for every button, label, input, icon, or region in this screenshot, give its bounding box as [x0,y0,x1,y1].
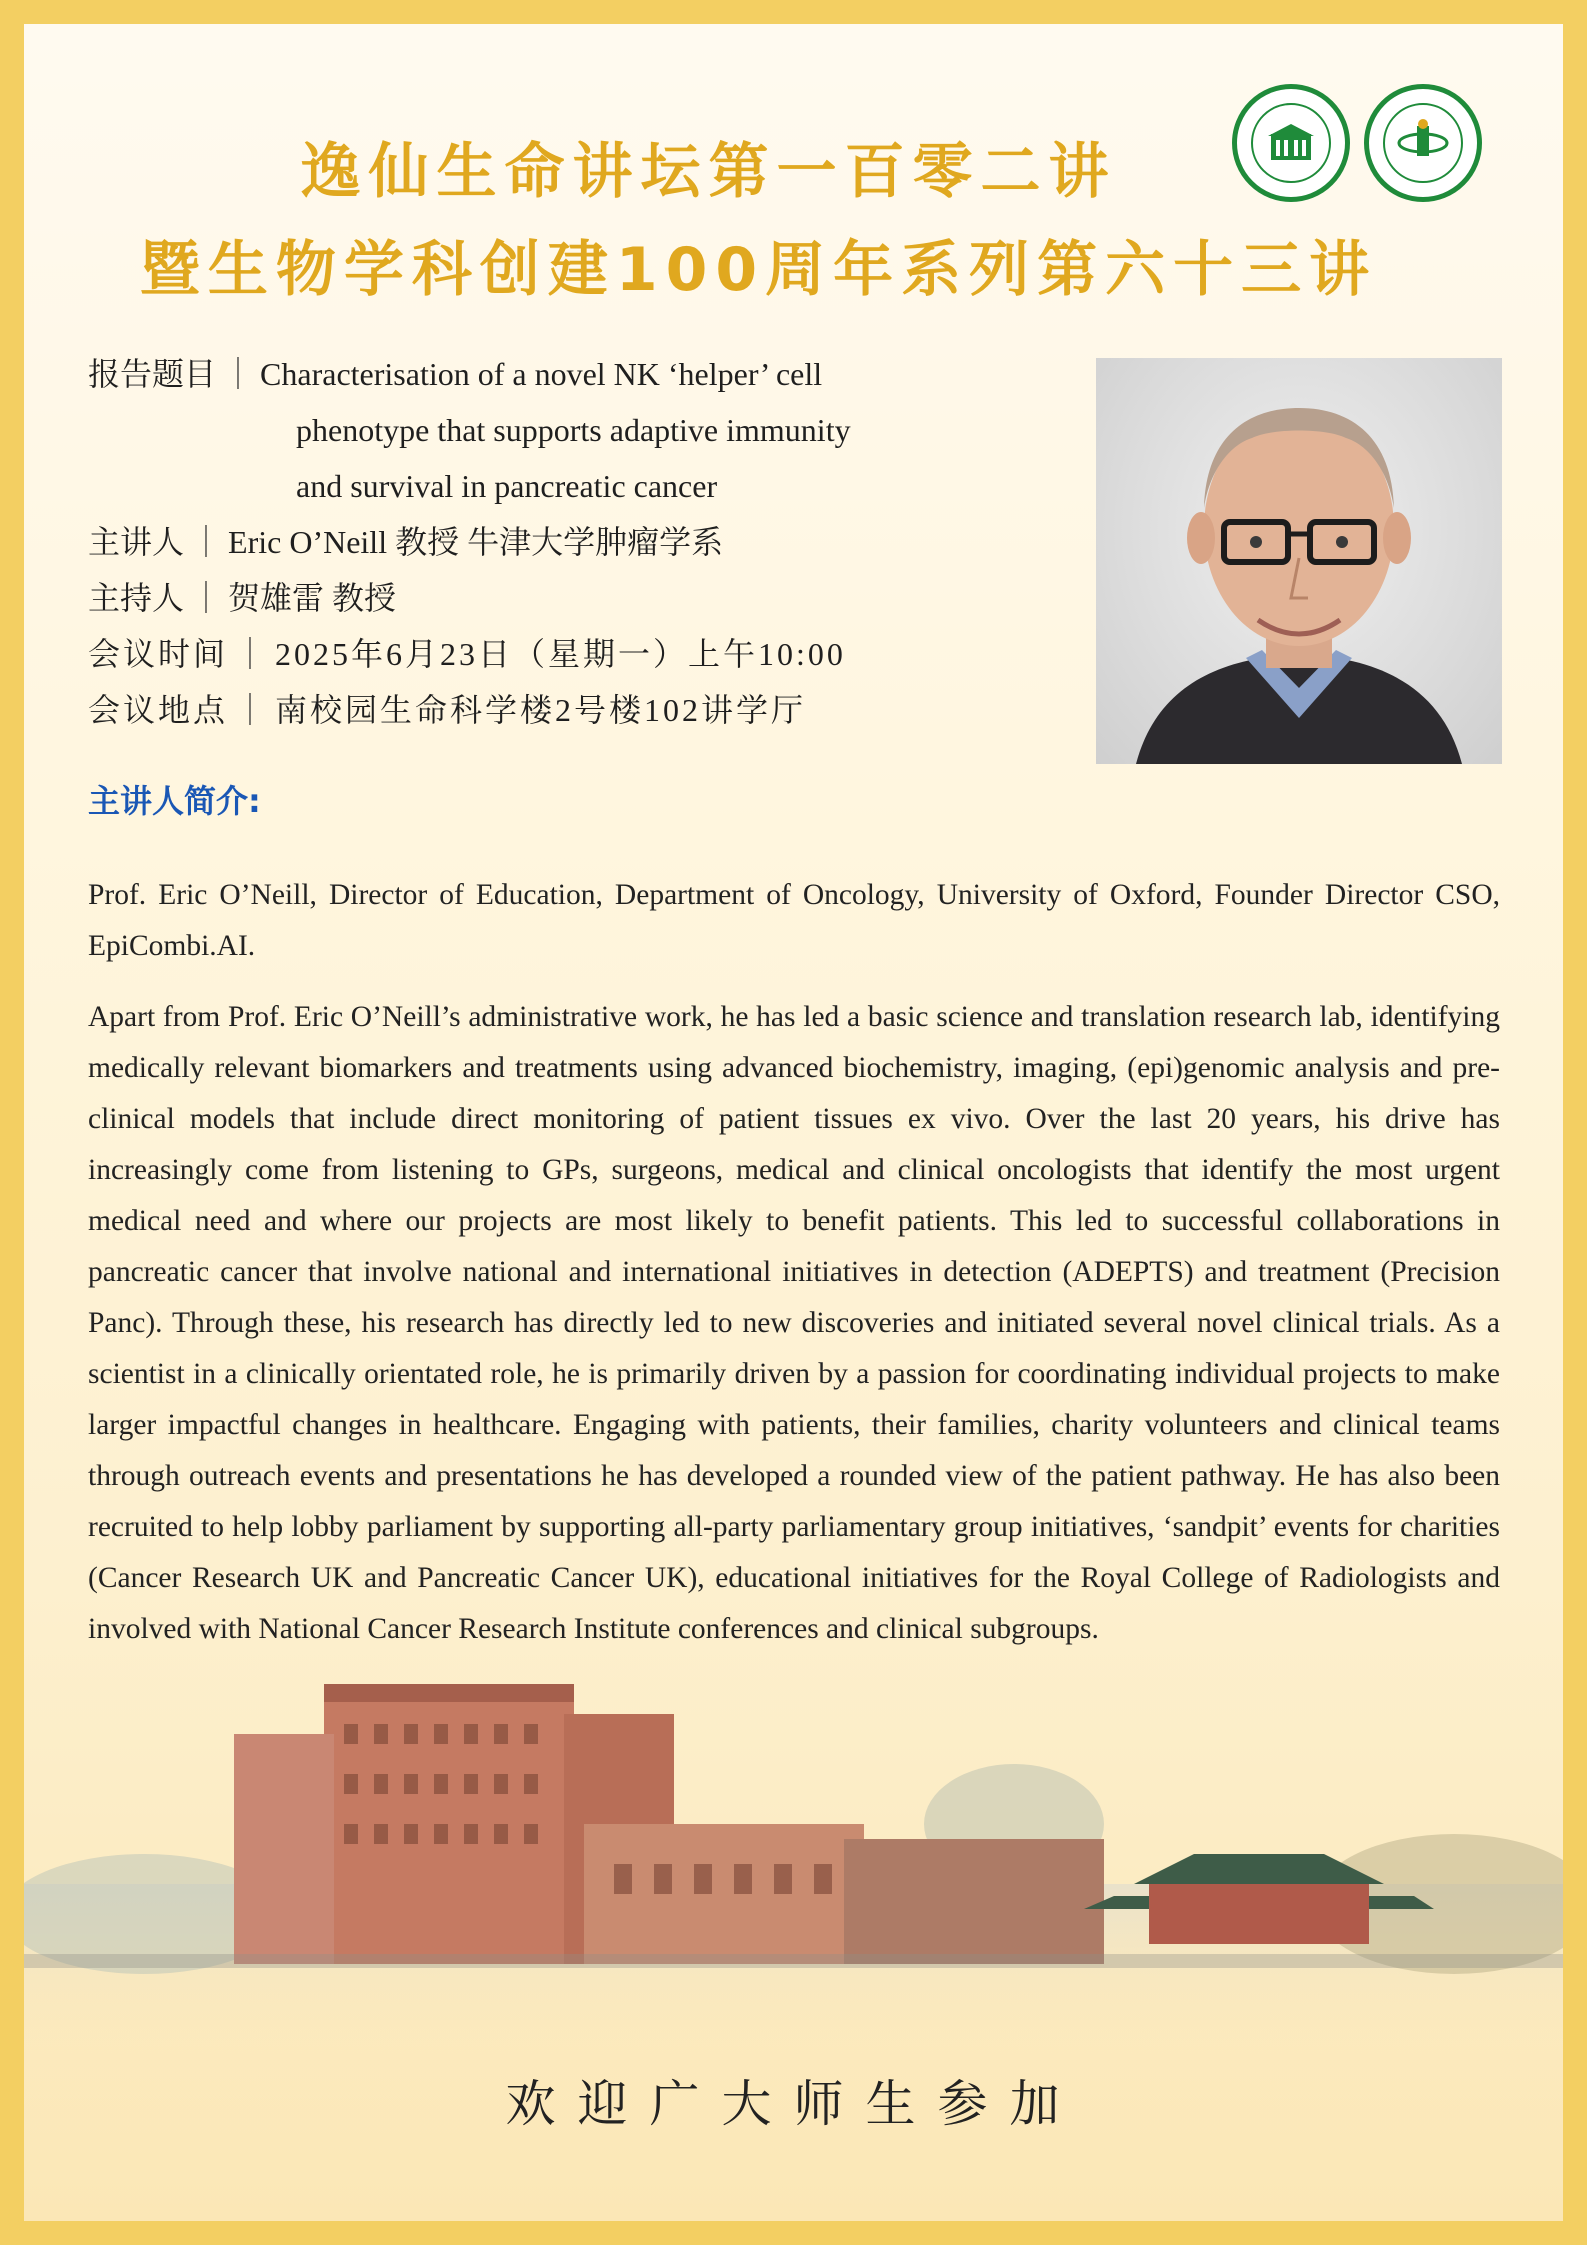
portrait-illustration [1096,358,1502,764]
speaker-label: 主讲人 [88,523,185,561]
helix-icon [1396,116,1450,170]
poster [24,24,1563,2221]
speaker-row [88,514,723,570]
separator: ｜ [190,524,223,560]
separator: ｜ [222,356,255,392]
time-value: 2025年6月23日（星期一）上午10:00 [275,636,846,672]
topic-line-1: Characterisation of a novel NK ‘helper’ cell [260,356,823,392]
time-row [88,626,846,682]
place-row [88,682,806,738]
separator: ｜ [190,580,223,616]
title-line-1: 逸仙生命讲坛第一百零二讲 [300,137,1117,207]
topic-row [88,346,822,402]
topic-line-2: phenotype that supports adaptive immunity [296,412,851,448]
separator: ｜ [234,636,270,672]
separator: ｜ [234,692,270,728]
speaker-photo [1096,358,1502,764]
place-label: 会议地点 [88,691,229,729]
bio-heading: 主讲人简介: [88,782,261,820]
host-label: 主持人 [88,579,185,617]
title-line-2: 暨生物学科创建100周年系列第六十三讲 [139,235,1378,305]
speaker-value: Eric O’Neill 教授 牛津大学肿瘤学系 [228,524,724,560]
building-icon [1266,120,1316,166]
school-logo [1232,84,1350,202]
bio-paragraph-2: Apart from Prof. Eric O’Neill’s administrative work, he has led a basic science and translation research lab, identifying medically relevant biomarkers and treatments using advanced biochemistry, imaging, (epi)genomic analysis and pre-clinical models that include direct monitoring of patient tissues ex vivo. Over the last 20 years, his drive has increasingly come from listening to GPs, surgeons, medical and clinical oncologists that identify the most urgent medical need and where our projects are most likely to benefit patients. This led to successful collaborations in pancreatic cancer that involve national and international initiatives in detection (ADEPTS) and treatment (Precision Panc). Through these, his research has directly led to new discoveries and initiated several novel clinical trials. As a scientist in a clinically orientated role, he is primarily driven by a passion for coordinating individual projects to make larger impactful changes in healthcare. Engaging with patients, their families, charity volunteers and clinical teams through outreach events and presentations he has developed a rounded view of the patient pathway. He has also been recruited to help lobby parliament by supporting all-party parliamentary group initiatives, ‘sandpit’ events for charities (Cancer Research UK and Pancreatic Cancer UK), educational initiatives for the Royal College of Radiologists and involved with National Cancer Research Institute conferences and clinical subgroups. [88,1001,1500,1645]
bio-paragraph-1: Prof. Eric O’Neill, Director of Education, Department of Oncology, University of Oxford, Founder Director CSO, EpiCombi.AI. [88,879,1500,962]
partner-logo [1364,84,1482,202]
host-value: 贺雄雷 教授 [228,580,397,616]
campus-illustration [24,1664,1563,2044]
welcome-text: 欢迎广大师生参加 [505,2075,1082,2133]
place-value: 南校园生命科学楼2号楼102讲学厅 [275,692,807,728]
time-label: 会议时间 [88,635,229,673]
topic-line-3: and survival in pancreatic cancer [296,468,718,504]
host-row [88,570,396,626]
topic-label: 报告题目 [88,355,217,393]
